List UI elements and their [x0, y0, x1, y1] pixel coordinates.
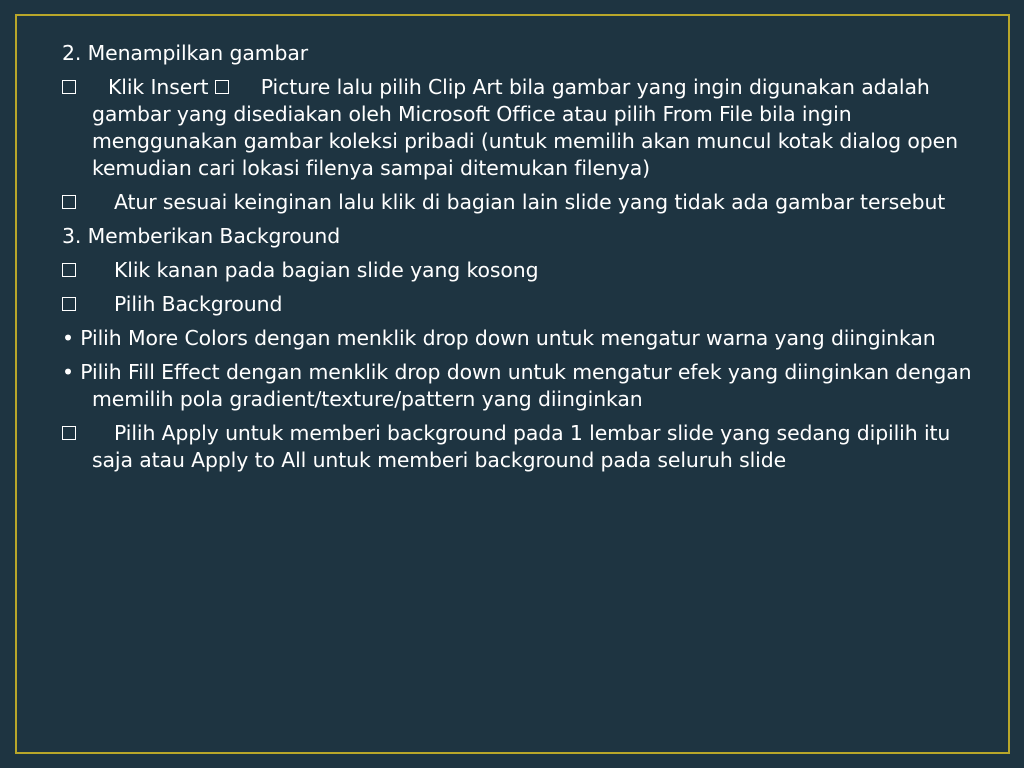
checkbox-bullet-icon	[215, 80, 229, 94]
step-text: Pilih Background	[114, 292, 283, 316]
step-pilih-background	[62, 291, 972, 318]
slide-content	[62, 40, 972, 481]
heading-text: 2. Menampilkan gambar	[62, 41, 309, 65]
checkbox-bullet-icon	[62, 263, 76, 277]
checkbox-bullet-icon	[62, 195, 76, 209]
heading-text: 3. Memberikan Background	[62, 224, 341, 248]
bullet-more-colors	[62, 325, 972, 352]
step-text: Klik kanan pada bagian slide yang kosong	[114, 258, 539, 282]
bullet-text: • Pilih More Colors dengan menklik drop down untuk mengatur warna yang diinginkan	[62, 326, 936, 350]
bullet-text: • Pilih Fill Effect dengan menklik drop down untuk mengatur efek yang diinginkan dengan memilih pola gradient/texture/pattern yang diinginkan	[62, 360, 972, 411]
bullet-fill-effect	[62, 359, 972, 413]
step-insert-picture	[62, 74, 972, 182]
step-atur-sesuai	[62, 189, 972, 216]
step-pilih-apply	[62, 420, 972, 474]
step-klik-kanan	[62, 257, 972, 284]
step-text-b: Picture lalu pilih Clip Art bila gambar yang ingin digunakan adalah gambar yang disediakan oleh Microsoft Office atau pilih From File bila ingin menggunakan gambar koleksi pribadi (untuk memilih akan muncul kotak dialog open kemudian cari lokasi filenya sampai ditemukan filenya)	[92, 75, 958, 180]
step-text: Pilih Apply untuk memberi background pada 1 lembar slide yang sedang dipilih itu saja atau Apply to All untuk memberi background pada seluruh slide	[92, 421, 951, 472]
checkbox-bullet-icon	[62, 80, 76, 94]
checkbox-bullet-icon	[62, 426, 76, 440]
heading-menampilkan-gambar	[62, 40, 972, 67]
checkbox-bullet-icon	[62, 297, 76, 311]
heading-memberikan-background	[62, 223, 972, 250]
step-text-a: Klik Insert	[108, 75, 215, 99]
step-text: Atur sesuai keinginan lalu klik di bagian lain slide yang tidak ada gambar tersebut	[114, 190, 946, 214]
